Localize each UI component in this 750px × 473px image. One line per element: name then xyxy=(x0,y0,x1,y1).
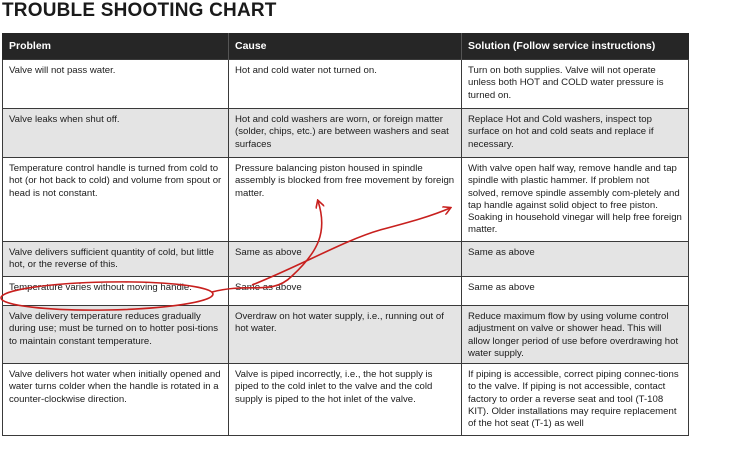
problem-cell: Valve delivers hot water when initially opened and water turns colder when the handle is rotated in a counter-clockwise direction. xyxy=(3,364,229,436)
table-row xyxy=(3,109,689,158)
cause-cell: Overdraw on hot water supply, i.e., running out of hot water. xyxy=(229,306,462,364)
solution-cell: Reduce maximum flow by using volume control adjustment on valve or shower head. This will allow longer period of use before overdrawing hot water supply. xyxy=(462,306,689,364)
table-row xyxy=(3,60,689,109)
solution-cell: Same as above xyxy=(462,242,689,277)
cause-cell: Hot and cold water not turned on. xyxy=(229,60,462,109)
solution-cell: Same as above xyxy=(462,277,689,306)
problem-cell: Temperature control handle is turned from cold to hot (or hot back to cold) and volume from spout or head is not constant. xyxy=(3,158,229,242)
table-row xyxy=(3,158,689,242)
solution-cell: If piping is accessible, correct piping connec-tions to the valve. If piping is not accessible, contact factory to order a reverse seat and tool (T-108 KIT). Older installations may require replacement of the hot seat (T-1) as well xyxy=(462,364,689,436)
table-row xyxy=(3,277,689,306)
solution-cell: With valve open half way, remove handle and tap spindle with plastic hammer. If problem not solved, remove spindle assembly com-pletely and tap handle against solid object to free piston. Soaking in household vinegar will help free foreign matter. xyxy=(462,158,689,242)
column-header-solution: Solution (Follow service instructions) xyxy=(462,33,689,60)
trouble-shooting-table xyxy=(2,33,689,436)
table-row xyxy=(3,306,689,364)
table-row xyxy=(3,364,689,436)
column-header-cause: Cause xyxy=(229,33,462,60)
solution-cell: Replace Hot and Cold washers, inspect top surface on hot and cold seats and replace if necessary. xyxy=(462,109,689,158)
column-header-problem: Problem xyxy=(3,33,229,60)
solution-cell: Turn on both supplies. Valve will not operate unless both HOT and COLD water pressure is turned on. xyxy=(462,60,689,109)
cause-cell: Same as above xyxy=(229,242,462,277)
cause-cell: Valve is piped incorrectly, i.e., the hot supply is piped to the cold inlet to the valve and the cold supply is piped to the hot inlet of the valve. xyxy=(229,364,462,436)
cause-cell: Hot and cold washers are worn, or foreign matter (solder, chips, etc.) are between washers and seat surfaces xyxy=(229,109,462,158)
problem-cell: Valve delivers sufficient quantity of cold, but little hot, or the reverse of this. xyxy=(3,242,229,277)
problem-cell: Valve will not pass water. xyxy=(3,60,229,109)
problem-cell: Valve leaks when shut off. xyxy=(3,109,229,158)
problem-cell: Valve delivery temperature reduces gradually during use; must be turned on to hotter posi-tions to maintain constant temperature. xyxy=(3,306,229,364)
cause-cell: Same as above xyxy=(229,277,462,306)
chart-title: TROUBLE SHOOTING CHART xyxy=(2,0,277,21)
header-row xyxy=(3,33,689,60)
table-row xyxy=(3,242,689,277)
cause-cell: Pressure balancing piston housed in spindle assembly is blocked from free movement by foreign matter. xyxy=(229,158,462,242)
problem-cell: Temperature varies without moving handle. xyxy=(3,277,229,306)
